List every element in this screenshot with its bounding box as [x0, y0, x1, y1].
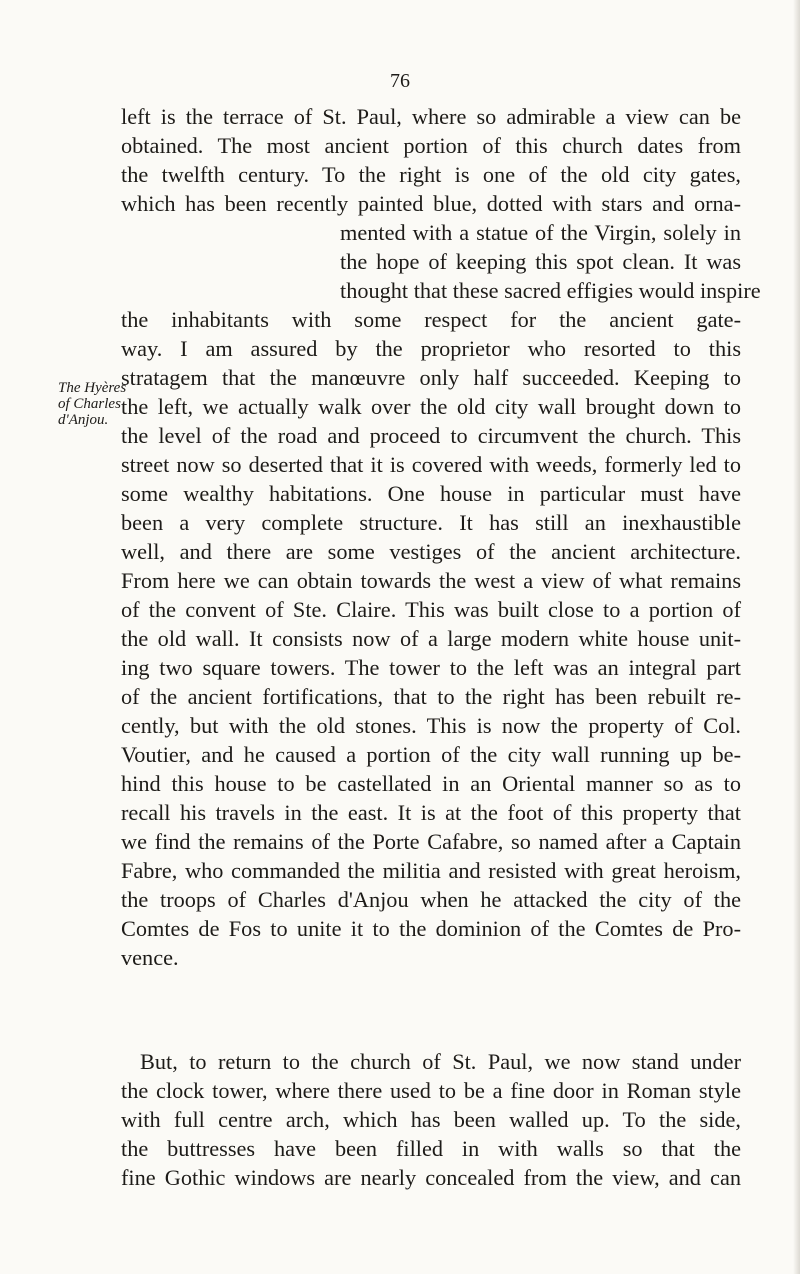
text-line: Fabre, who commanded the militia and resisted with great heroism,: [121, 858, 741, 883]
text-line: Comtes de Fos to unite it to the dominion of the Comtes de Pro-: [121, 916, 741, 941]
paragraph-2: [121, 1047, 741, 1192]
text-line: left is the terrace of St. Paul, where so admirable a view can be: [121, 104, 741, 129]
text-line: the left, we actually walk over the old city wall brought down to: [121, 394, 741, 419]
paragraph-1: [121, 102, 761, 972]
text-line: mented with a statue of the Virgin, solely in: [340, 220, 741, 245]
text-line: the old wall. It consists now of a large modern white house unit-: [121, 626, 741, 651]
text-line: the buttresses have been filled in with walls so that the: [121, 1136, 741, 1161]
text-line: street now so deserted that it is covered with weeds, formerly led to: [121, 452, 741, 477]
text-line: vence.: [121, 945, 179, 970]
text-line: the troops of Charles d'Anjou when he attacked the city of the: [121, 887, 741, 912]
text-line: recall his travels in the east. It is at the foot of this property that: [121, 800, 741, 825]
text-line: which has been recently painted blue, dotted with stars and orna-: [121, 191, 741, 216]
text-line: some wealthy habitations. One house in particular must have: [121, 481, 741, 506]
text-line: of the convent of Ste. Claire. This was built close to a portion of: [121, 597, 741, 622]
text-line: Voutier, and he caused a portion of the city wall running up be-: [121, 742, 741, 767]
text-line: thought that these sacred effigies would inspire: [340, 278, 761, 303]
text-line: the twelfth century. To the right is one of the old city gates,: [121, 162, 741, 187]
text-line: the level of the road and proceed to circumvent the church. This: [121, 423, 741, 448]
margin-note-line: The Hyères: [58, 380, 127, 396]
text-line: the clock tower, where there used to be a fine door in Roman style: [121, 1078, 741, 1103]
text-line: From here we can obtain towards the west a view of what remains: [121, 568, 741, 593]
margin-note-line: of Charles: [58, 396, 121, 412]
text-line: of the ancient fortifications, that to the right has been rebuilt re-: [121, 684, 741, 709]
text-line: ing two square towers. The tower to the left was an integral part: [121, 655, 741, 680]
text-line: stratagem that the manœuvre only half succeeded. Keeping to: [121, 365, 741, 390]
text-line: fine Gothic windows are nearly concealed from the view, and can: [121, 1165, 741, 1190]
text-line: well, and there are some vestiges of the ancient architecture.: [121, 539, 741, 564]
text-line: the hope of keeping this spot clean. It was: [340, 249, 741, 274]
text-line: cently, but with the old stones. This is now the property of Col.: [121, 713, 741, 738]
text-line: obtained. The most ancient portion of this church dates from: [121, 133, 741, 158]
text-line: hind this house to be castellated in an Oriental manner so as to: [121, 771, 741, 796]
text-line: with full centre arch, which has been walled up. To the side,: [121, 1107, 741, 1132]
text-line: the inhabitants with some respect for the ancient gate-: [121, 307, 741, 332]
page-number: 76: [390, 70, 410, 92]
text-line: we find the remains of the Porte Cafabre, so named after a Captain: [121, 829, 741, 854]
text-line: But, to return to the church of St. Paul, we now stand under: [140, 1049, 741, 1074]
text-line: been a very complete structure. It has still an inexhaustible: [121, 510, 741, 535]
margin-note: [58, 380, 128, 428]
text-line: way. I am assured by the proprietor who resorted to this: [121, 336, 741, 361]
margin-note-line: d'Anjou.: [58, 412, 109, 428]
page-edge-shadow: [793, 0, 800, 1274]
